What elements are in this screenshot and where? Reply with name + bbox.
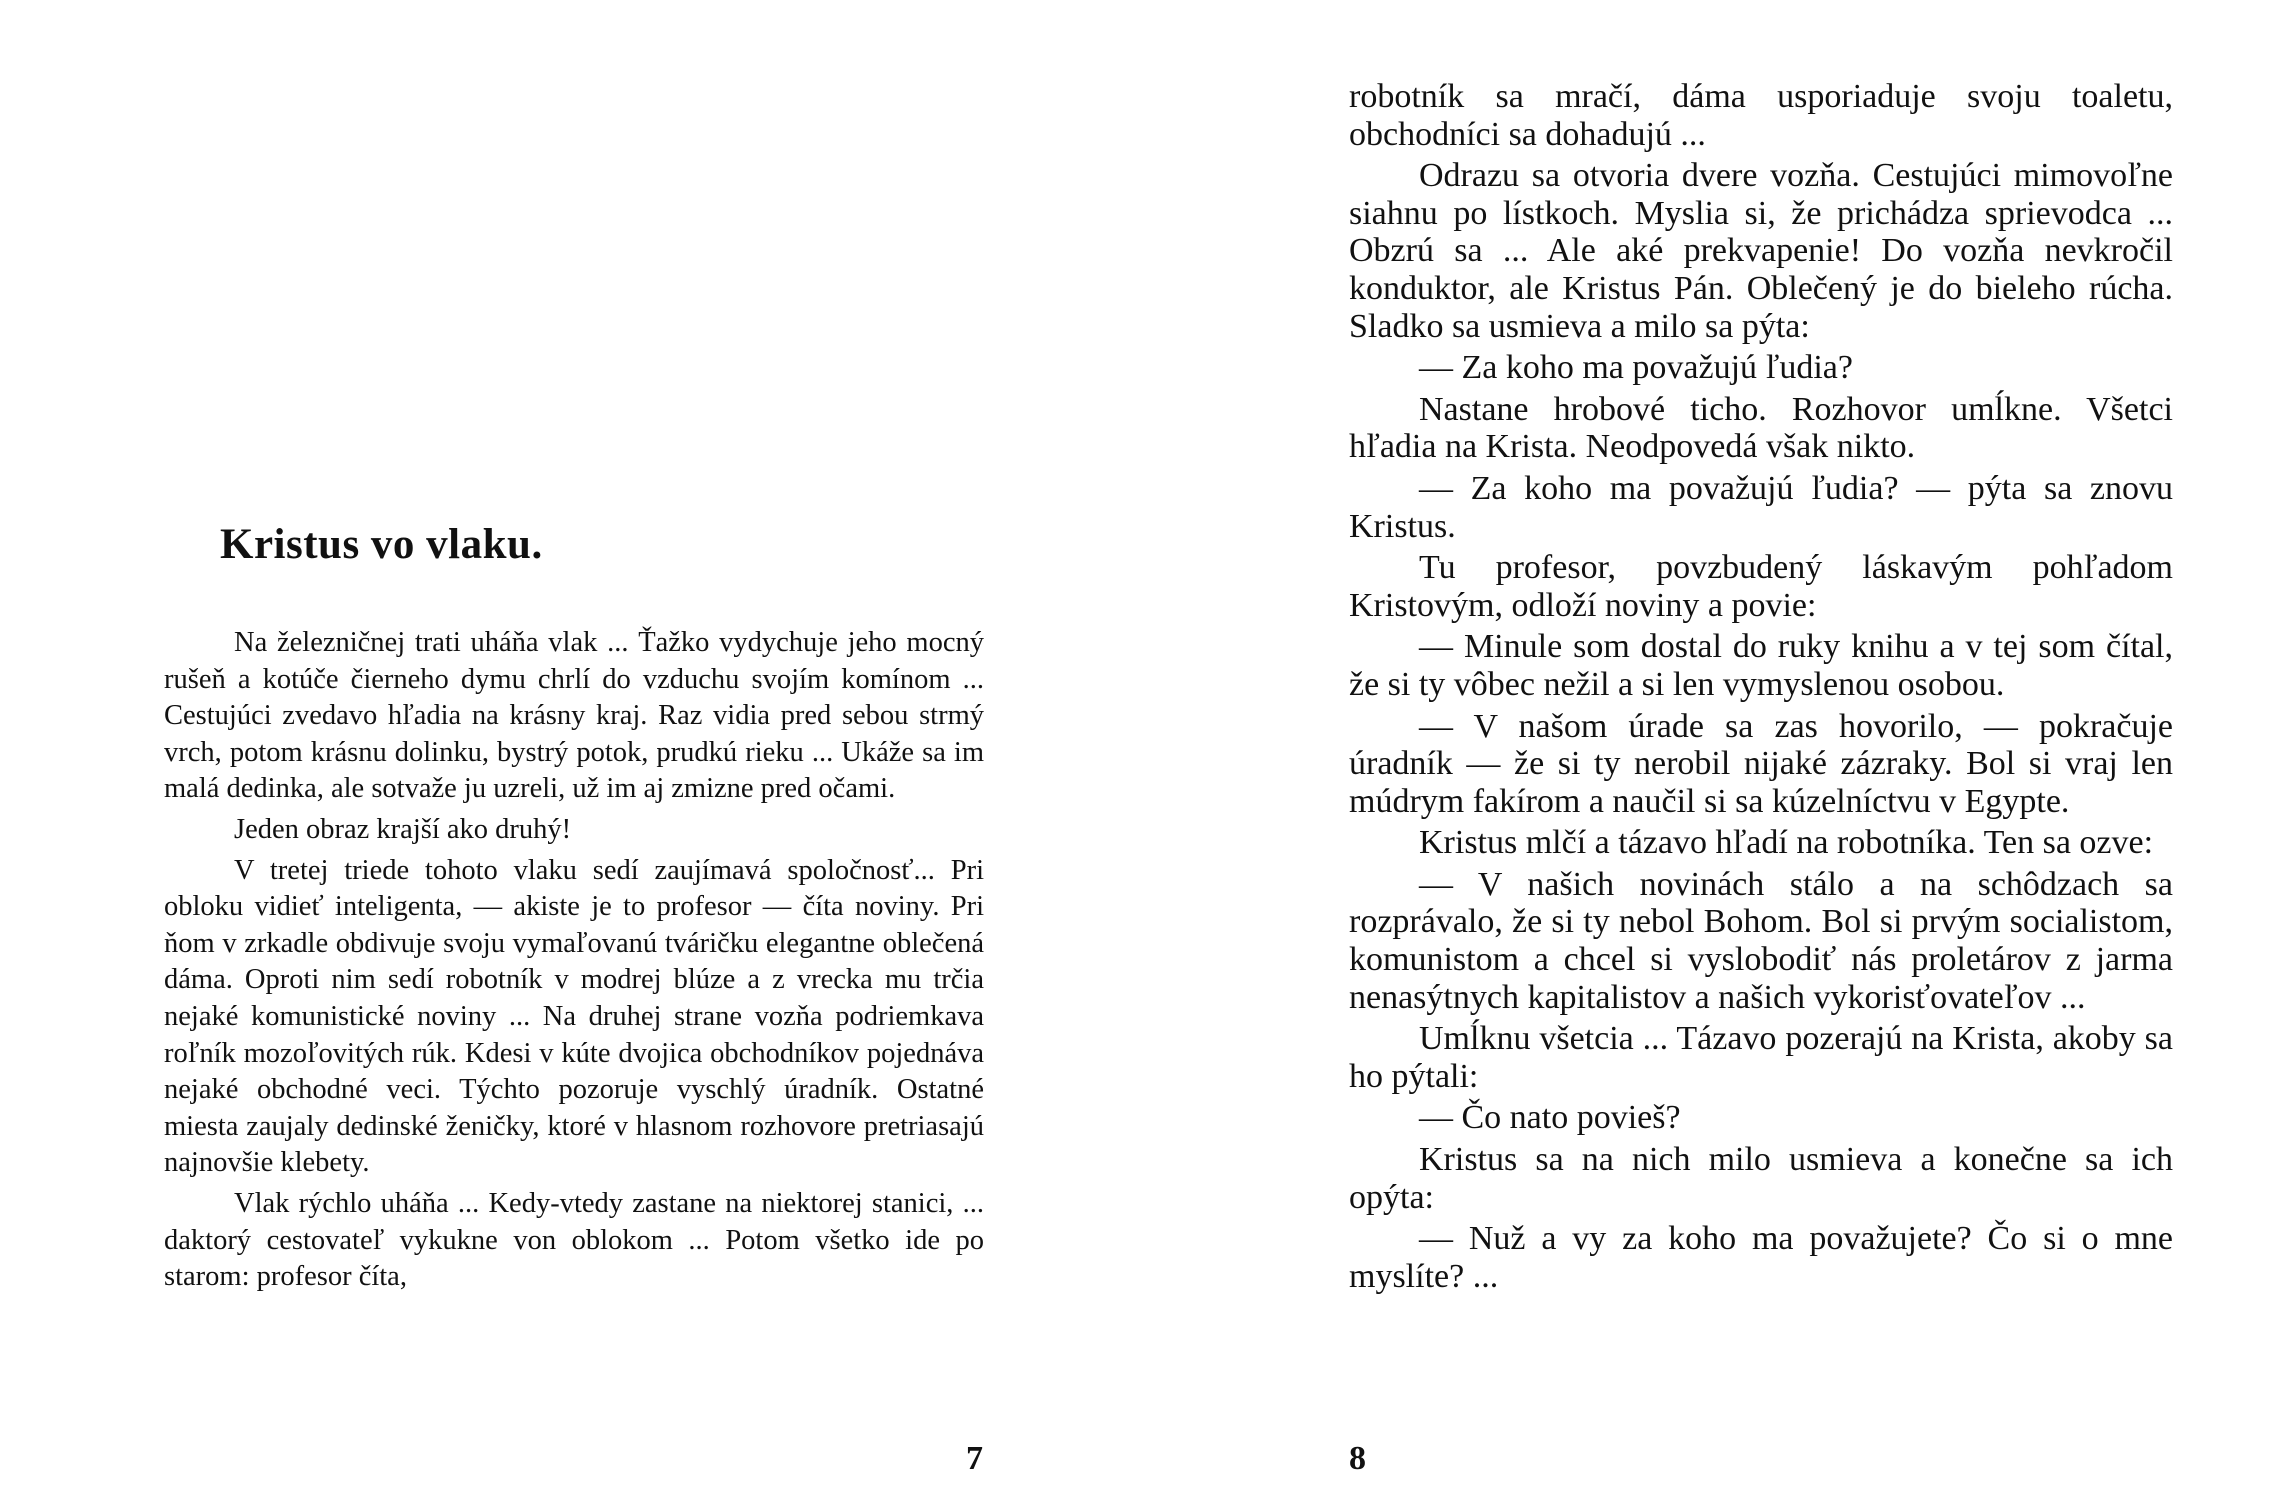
paragraph: robotník sa mračí, dáma usporiaduje svoju toaletu, obchodníci sa dohadujú ... (1349, 78, 2173, 153)
left-page-body (164, 625, 984, 1300)
paragraph: V tretej triede tohoto vlaku sedí zaujímavá spoločnosť... Pri obloku vidieť inteligenta, — akiste je to profesor — číta noviny. Pri ňom v zrkadle obdivuje svoju vymaľovanú tváričku elegantne oblečená dáma. Oproti nim sedí robotník v modrej blúze a z vrecka mu trčia nejaké komunistické noviny ... Na druhej strane vozňa podriemkava roľník mozoľovitých rúk. Kdesi v kúte dvojica obchodníkov pojednáva nejaké obchodné veci. Týchto pozoruje vyschlý úradník. Ostatné miesta zaujaly dedinské ženičky, ktoré v hlasnom rozhovore pretriasajú najnovšie klebety. (164, 854, 984, 1179)
paragraph: Odrazu sa otvoria dvere vozňa. Cestujúci mimovoľne siahnu po lístkoch. Myslia si, že prichádza sprievodca ... Obzrú sa ... Ale aké prekvapenie! Do vozňa nevkročil konduktor, ale Kristus Pán. Oblečený je do bieleho rúcha. Sladko sa usmieva a milo sa pýta: (1349, 157, 2173, 345)
paragraph: Kristus mlčí a tázavo hľadí na robotníka. Ten sa ozve: (1419, 824, 2154, 862)
paragraph: — Za koho ma považujú ľudia? — pýta sa znovu Kristus. (1349, 469, 2173, 545)
paragraph: Vlak rýchlo uháňa ... Kedy-vtedy zastane na niektorej stanici, ... daktorý cestovateľ vykukne von oblokom ... Potom všetko ide po starom: profesor číta, (164, 1187, 984, 1293)
paragraph: Jeden obraz krajší ako druhý! (234, 813, 572, 845)
paragraph: Umĺknu všetcia ... Tázavo pozerajú na Krista, akoby sa ho pýtali: (1349, 1020, 2173, 1095)
right-page (1146, 0, 2292, 1500)
paragraph: — V našich novinách stálo a na schôdzach sa rozprávalo, že si ty nebol Bohom. Bol si prvým socialistom, komunistom a chcel si vyslobodiť nás proletárov z jarma nenasýtnych kapitalistov a našich vykorisťovateľov ... (1349, 865, 2173, 1016)
paragraph: — Čo nato povieš? (1419, 1099, 1681, 1137)
paragraph: — Minule som dostal do ruky knihu a v tej som čítal, že si ty vôbec nežil a si len vymyslenou osobou. (1349, 628, 2173, 703)
chapter-title: Kristus vo vlaku. (220, 521, 543, 568)
paragraph: Kristus sa na nich milo usmieva a konečne sa ich opýta: (1349, 1141, 2173, 1216)
paragraph: — Nuž a vy za koho ma považujete? Čo si o mne myslíte? ... (1349, 1220, 2173, 1295)
right-page-body (1349, 78, 2173, 1299)
paragraph: Na železničnej trati uháňa vlak ... Ťažko vydychuje jeho mocný rušeň a kotúče čierneho dymu chrlí do vzduchu svojím komínom ... Cestujúci zvedavo hľadia na krásny kraj. Raz vidia pred sebou strmý vrch, potom krásnu dolinku, bystrý potok, prudkú rieku ... Ukáže sa im malá dedinka, ale sotvaže ju uzreli, už im aj zmizne pred očami. (164, 627, 984, 805)
page-number-right: 8 (1349, 1440, 1366, 1477)
paragraph: Tu profesor, povzbudený láskavým pohľadom Kristovým, odloží noviny a povie: (1349, 549, 2173, 624)
paragraph: — Za koho ma považujú ľudia? (1419, 349, 1853, 387)
page-number-left: 7 (966, 1440, 983, 1477)
paragraph: — V našom úrade sa zas hovorilo, — pokračuje úradník — že si ty nerobil nijaké zázraky. Bol si vraj len múdrym fakírom a naučil si sa kúzelníctvu v Egypte. (1349, 707, 2173, 820)
paragraph: Nastane hrobové ticho. Rozhovor umĺkne. Všetci hľadia na Krista. Neodpovedá však nikto. (1349, 390, 2173, 466)
